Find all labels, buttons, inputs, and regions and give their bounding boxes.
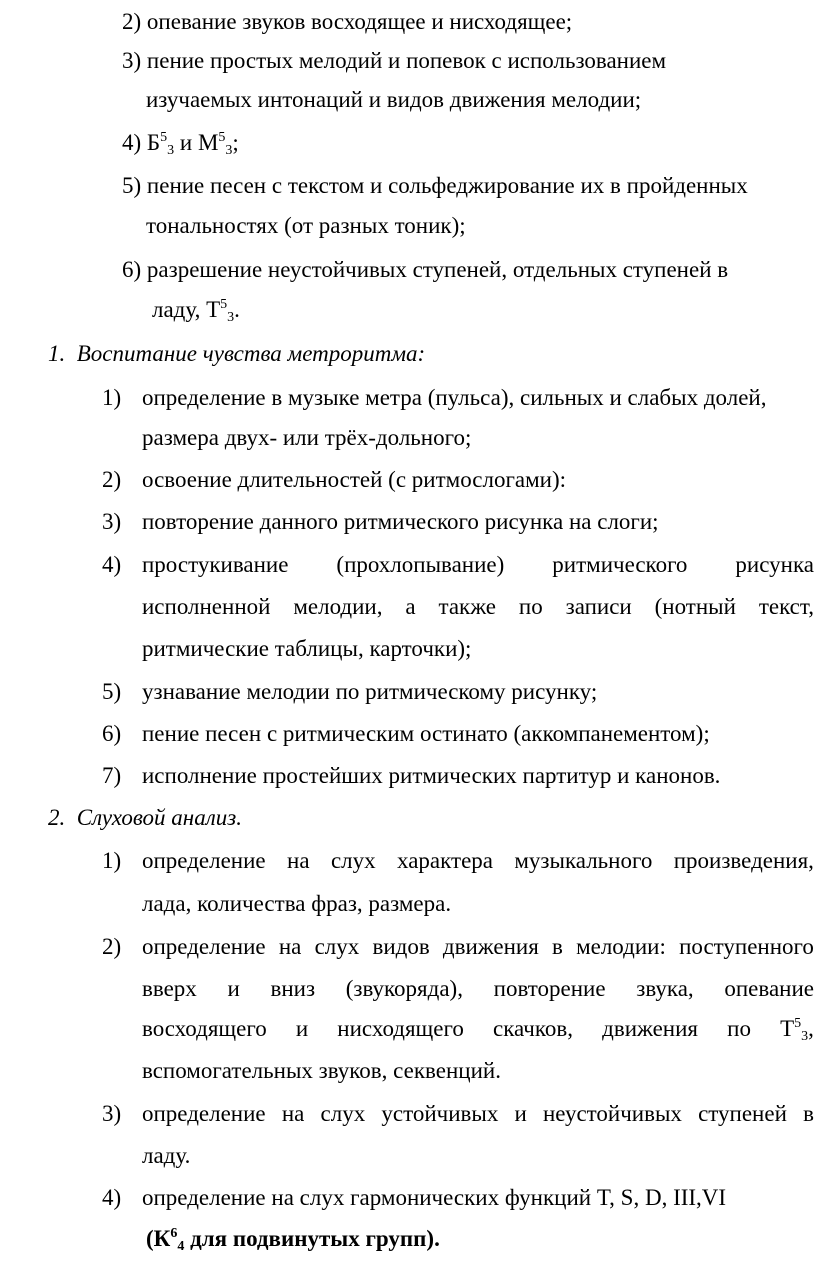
- item-number: 3): [102, 1101, 122, 1126]
- list-item: [122, 130, 239, 158]
- item-continuation: исполненной мелодии, а также по записи (нотный текст,: [142, 594, 814, 619]
- item-number: 3): [122, 48, 142, 73]
- item-continuation: ладу, $Т^5_3$.: [152, 297, 240, 325]
- item-continuation: размера двух- или трёх-дольного;: [142, 425, 472, 450]
- item-continuation: восходящего и нисходящего скачков, движения по $Т^5_3$,: [142, 1016, 814, 1044]
- item-number: 3): [102, 509, 122, 534]
- list-item: простукивание (прохлопывание) ритмического рисунка: [142, 552, 814, 577]
- list-item: освоение длительностей (с ритмослогами):: [142, 467, 567, 492]
- item-continuation: изучаемых интонаций и видов движения мелодии;: [146, 87, 642, 112]
- item-continuation: ($К^6_4$ для подвинутых групп).: [146, 1226, 440, 1254]
- list-item: [122, 174, 748, 197]
- list-item: повторение данного ритмического рисунка на слоги;: [142, 509, 659, 534]
- list-item: определение на слух гармонических функций T, S, D, III,VI: [142, 1185, 727, 1210]
- item-number: 1): [102, 848, 122, 873]
- item-continuation: ритмические таблицы, карточки);: [142, 636, 472, 661]
- section-title: Слуховой анализ.: [76, 805, 242, 830]
- section-title: Воспитание чувства метроритма:: [76, 341, 426, 366]
- list-item: определение на слух характера музыкального произведения,: [142, 848, 814, 873]
- item-number: 4): [102, 552, 122, 577]
- list-item: определение в музыке метра (пульса), сильных и слабых долей,: [142, 385, 767, 410]
- item-number: 4): [102, 1185, 122, 1210]
- list-item: [122, 258, 728, 281]
- item-text: $Б^5_3$ и $М^5_3$;: [146, 130, 239, 158]
- item-number: 6): [102, 721, 122, 746]
- section-heading: [48, 806, 242, 829]
- item-text: пение песен с текстом и сольфеджирование их в пройденных: [146, 173, 748, 198]
- item-continuation: вверх и вниз (звукоряда), повторение звука, опевание: [142, 976, 814, 1001]
- item-number: 6): [122, 257, 142, 282]
- list-item: узнавание мелодии по ритмическому рисунку;: [142, 679, 598, 704]
- item-continuation: вспомогательных звуков, секвенций.: [142, 1058, 501, 1083]
- item-number: 2): [102, 934, 122, 959]
- item-continuation: лада, количества фраз, размера.: [142, 891, 452, 916]
- item-text: пение простых мелодий и попевок с использованием: [146, 48, 667, 73]
- section-heading: [48, 342, 425, 365]
- list-item: пение песен с ритмическим остинато (аккомпанементом);: [142, 721, 710, 746]
- item-number: 2): [102, 467, 122, 492]
- item-number: 1): [102, 385, 122, 410]
- item-number: 2): [122, 9, 142, 34]
- list-item: определение на слух устойчивых и неустойчивых ступеней в: [142, 1101, 814, 1126]
- item-number: 4): [122, 130, 142, 155]
- list-item: исполнение простейших ритмических партитур и канонов.: [142, 763, 721, 788]
- item-continuation: ладу.: [142, 1143, 191, 1168]
- list-item: определение на слух видов движения в мелодии: поступенного: [142, 934, 814, 959]
- item-continuation: тональностях (от разных тоник);: [146, 213, 466, 238]
- item-number: 5): [122, 173, 142, 198]
- item-number: 5): [102, 679, 122, 704]
- item-text: разрешение неустойчивых ступеней, отдельных ступеней в: [146, 257, 729, 282]
- item-text: опевание звуков восходящее и нисходящее;: [146, 9, 573, 34]
- list-item: [122, 10, 572, 33]
- list-item: [122, 49, 666, 72]
- section-number: 2.: [48, 805, 66, 830]
- item-number: 7): [102, 763, 122, 788]
- section-number: 1.: [48, 341, 66, 366]
